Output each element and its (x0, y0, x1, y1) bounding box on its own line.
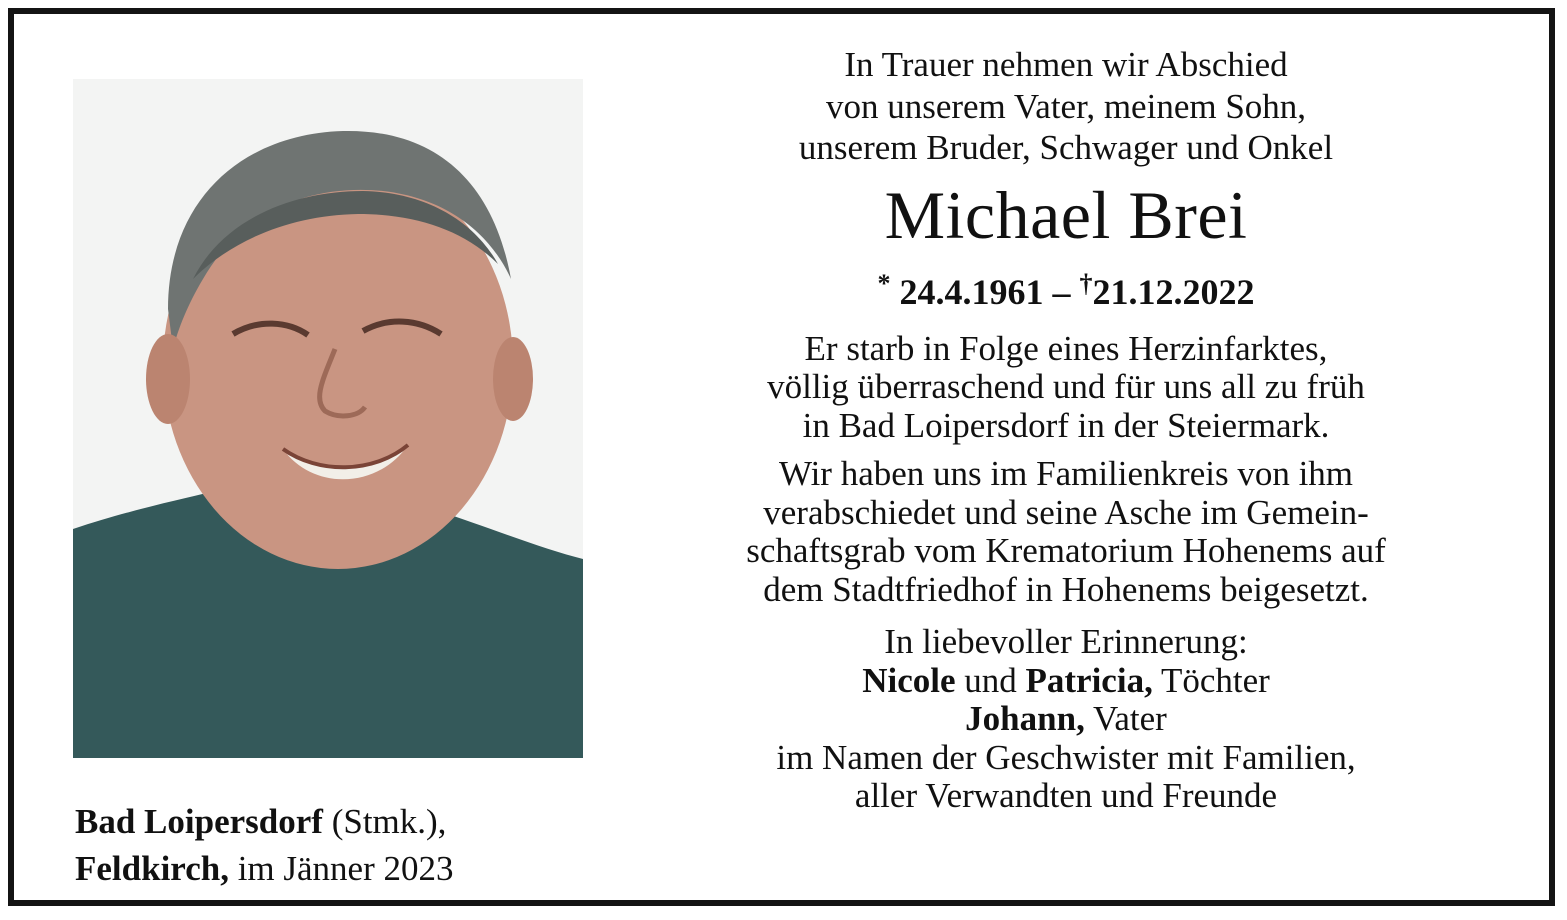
father-name: Johann, (965, 699, 1085, 738)
body-line: Wir haben uns im Familienkreis von ihm (778, 454, 1354, 493)
siblings-line: im Namen der Geschwister mit Familien, (776, 737, 1356, 777)
father-line (640, 700, 1492, 739)
place-and-date (75, 798, 595, 892)
death-notice-block (640, 330, 1492, 446)
life-dates (640, 262, 1492, 314)
city-1: Bad Loipersdorf (75, 802, 323, 841)
deceased-name: Michael Brei (884, 176, 1248, 253)
date-text: im Jänner 2023 (237, 849, 454, 888)
birth-date: 24.4.1961 (899, 271, 1044, 312)
father-role: Vater (1092, 699, 1167, 738)
body-line: schaftsgrab vom Krematorium Hohenems auf (746, 531, 1386, 570)
daughters-role: Töchter (1160, 660, 1270, 700)
death-date: 21.12.2022 (1092, 271, 1255, 312)
relatives-line: aller Verwandten und Freunde (854, 776, 1278, 815)
burial-notice-block (640, 455, 1492, 609)
place-line-1 (75, 798, 595, 845)
mourners-heading: In liebevoller Erinnerung: (884, 622, 1248, 661)
body-line: Er starb in Folge eines Herzinfarktes, (804, 328, 1328, 368)
date-separator: – (1052, 271, 1071, 312)
intro-line: von unserem Vater, meinem Sohn, (825, 86, 1307, 126)
death-symbol: † (1079, 268, 1093, 298)
region: (Stmk.), (331, 802, 447, 841)
place-line-2 (75, 845, 595, 892)
mourners-block (640, 623, 1492, 816)
portrait-photo (73, 79, 583, 758)
body-line: dem Stadtfriedhof in Hohenems beigesetzt. (763, 569, 1369, 609)
body-line: völlig überraschend und für uns all zu früh (767, 367, 1365, 406)
daughter-name: Nicole (862, 660, 956, 700)
city-2: Feldkirch, (75, 849, 229, 888)
intro-block (640, 44, 1492, 169)
daughter-name: Patricia, (1025, 660, 1153, 700)
birth-symbol: * (877, 268, 891, 298)
daughters-line (640, 662, 1492, 701)
obituary-text (640, 44, 1492, 816)
conjunction: und (964, 660, 1017, 700)
body-line: in Bad Loipersdorf in der Steiermark. (802, 405, 1330, 445)
body-line: verabschiedet und seine Asche im Gemein- (763, 492, 1369, 532)
intro-line: unserem Bruder, Schwager und Onkel (798, 128, 1334, 167)
intro-line: In Trauer nehmen wir Abschied (844, 45, 1288, 84)
